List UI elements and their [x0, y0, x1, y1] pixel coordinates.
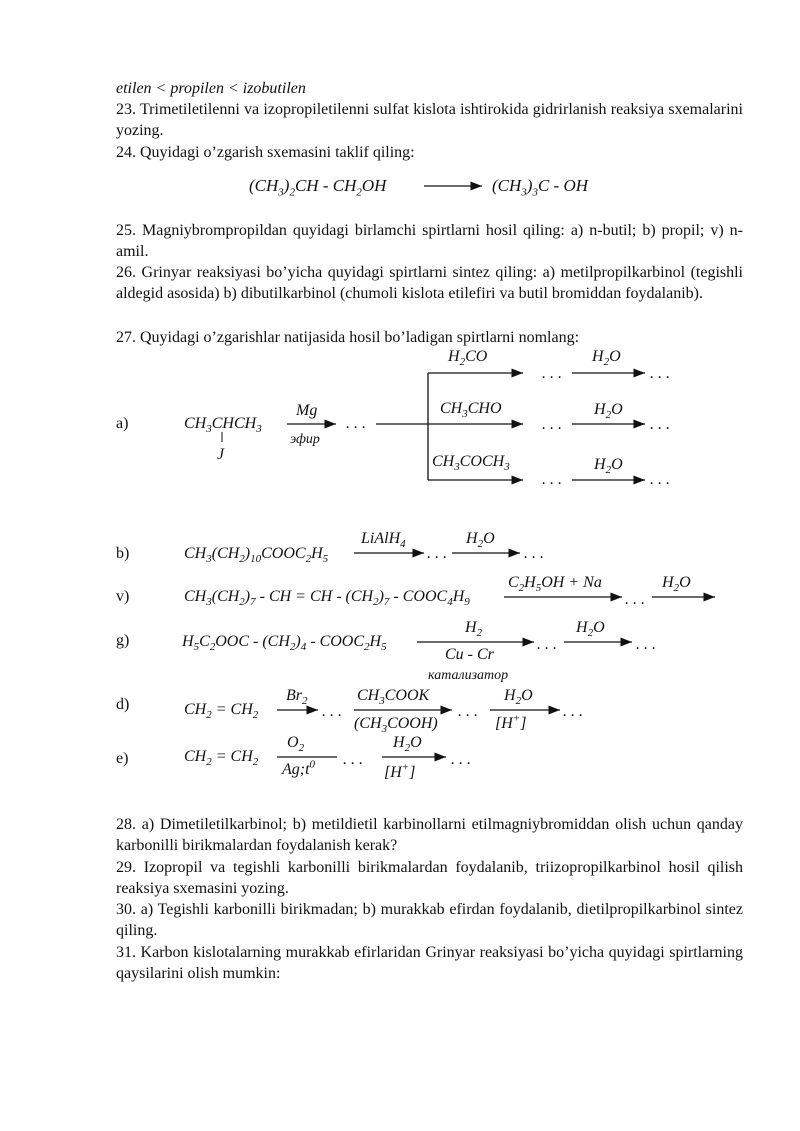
- eq24-right: $(CH_3)_3C$ - OH: [492, 176, 589, 199]
- label-g: g): [116, 632, 130, 649]
- label-a: a): [116, 415, 129, 432]
- d-dots2: . . .: [458, 703, 478, 720]
- b-over-h2o: $H_2O$: [466, 530, 495, 551]
- b-over-lialh4: LiAlH$_4$: [361, 530, 406, 551]
- problem-29: 29. Izopropil va tegishli karbonilli birikmalardan foydalanib, triizopropilkarbinol hosil qilish reaksiya sxemasini yozing.: [116, 859, 743, 897]
- d-dots1: . . .: [322, 703, 342, 720]
- problem-26: 26. Grinyar reaksiyasi bo’yicha quyidagi spirtlarni sintez qiling: a) metilpropilkarbinol (tegishli aldegid asosida) b) dibutilkarbinol (chumoli kislota etilefiri va butil bromiddan foydalanib).: [116, 264, 743, 302]
- a-branch1-dots: . . .: [542, 365, 562, 382]
- d-dots3: . . .: [563, 703, 583, 720]
- d-over-ch3cook: $CH_3COOK$: [357, 687, 430, 708]
- a-end3-dots: . . .: [650, 471, 670, 488]
- problem-24: 24. Quyidagi o’zgarish sxemasini taklif qiling:: [116, 144, 415, 161]
- e-dots2: . . .: [451, 751, 471, 768]
- a-end1-dots: . . .: [650, 365, 670, 382]
- g-dots1: . . .: [537, 636, 557, 653]
- label-v: v): [116, 588, 130, 605]
- g-reactant: $H_5C_2OOC - (CH_2)_4$ - $COOC_2H_5$: [182, 633, 387, 654]
- a-under-ether: эфир: [290, 432, 320, 447]
- v-over-etoh-na: $C_2H_5OH + Na$: [508, 574, 602, 595]
- d-under-ch3cooh: $(CH_3COOH)$: [354, 715, 438, 736]
- label-e: e): [116, 750, 129, 767]
- v-reactant: $CH_3(CH_2)_7$ - CH = CH - $(CH_2)_7$ - $COOC_4H_9$: [184, 588, 470, 609]
- a-dots: . . .: [346, 415, 366, 432]
- a-iodine: J: [217, 446, 225, 463]
- v-over-h2o: $H_2O$: [662, 574, 691, 595]
- v-dots: . . .: [625, 591, 645, 608]
- a-branch3-h2o: $H_2O$: [594, 456, 623, 477]
- problem-31: 31. Karbon kislotalarning murakkab efirlaridan Grinyar reaksiyasi bo’yicha quyidagi spirtlarning qaysilarini olish mumkin:: [116, 944, 743, 982]
- eq24-left: $(CH_3)_2CH - CH_2OH$: [249, 176, 387, 199]
- problem-30: 30. a) Tegishli karbonilli birikmadan; b) murakkab efirdan foydalanib, dietilpropilkarbinol sintez qiling.: [116, 901, 743, 939]
- problem-25: 25. Magniybrompropildan quyidagi birlamchi spirtlarni hosil qiling: a) n-butil; b) propil; v) n-amil.: [116, 222, 743, 260]
- problem-28: 28. a) Dimetiletilkarbinol; b) metildietil karbinollarni etilmagniybromiddan olish uchun qanday karbonilli birikmalardan foydalanish kerak?: [116, 816, 743, 854]
- g-catalyst: катализатор: [428, 668, 509, 683]
- b-dots1: . . .: [427, 545, 447, 562]
- a-branch2-h2o: $H_2O$: [594, 401, 623, 422]
- a-branch2-reagent: $CH_3CHO$: [440, 400, 502, 421]
- g-dots2: . . .: [636, 636, 656, 653]
- problem-23: 23. Trimetiletilenni va izopropiletilenni sulfat kislota ishtirokida gidrirlanish reaksiya sxemalarini yozing.: [116, 101, 743, 139]
- a-over-mg: Mg: [296, 402, 318, 419]
- g-under-cucr: Cu - Cr: [445, 646, 494, 663]
- label-b: b): [116, 545, 130, 562]
- a-branch3-dots: . . .: [542, 471, 562, 488]
- a-branch1-h2o: $H_2O$: [592, 348, 621, 369]
- g-over-h2o: $H_2O$: [576, 619, 605, 640]
- d-over-br2: $Br_2$: [286, 687, 308, 708]
- b-reactant: $CH_3(CH_2)_{10}COOC_2H_5$: [184, 545, 329, 566]
- a-reactant: $CH_3CHCH_3$: [184, 415, 262, 436]
- a-branch2-dots: . . .: [542, 416, 562, 433]
- e-under-hplus: [H+]: [384, 761, 416, 781]
- g-over-h2: $H_2$: [465, 619, 483, 640]
- label-d: d): [116, 696, 130, 713]
- a-branch3-reagent: $CH_3COCH_3$: [432, 453, 510, 474]
- a-end2-dots: . . .: [650, 416, 670, 433]
- e-dots1: . . .: [343, 751, 363, 768]
- d-reactant: $CH_2 = CH_2$: [184, 701, 259, 722]
- e-over-o2: $O_2$: [287, 734, 305, 755]
- e-over-h2o: $H_2O$: [393, 734, 422, 755]
- e-reactant: $CH_2 = CH_2$: [184, 748, 259, 769]
- problem-27: 27. Quyidagi o’zgarishlar natijasida hosil bo’ladigan spirtlarni nomlang:: [116, 329, 580, 346]
- d-under-hplus: [H+]: [495, 712, 527, 732]
- order-line: etilen < propilen < izobutilen: [116, 80, 306, 97]
- a-branch1-reagent: $H_2CO$: [448, 348, 488, 369]
- b-dots2: . . .: [524, 545, 544, 562]
- d-over-h2o: $H_2O$: [504, 687, 533, 708]
- e-under-agt: $Ag;t^0$: [282, 758, 316, 778]
